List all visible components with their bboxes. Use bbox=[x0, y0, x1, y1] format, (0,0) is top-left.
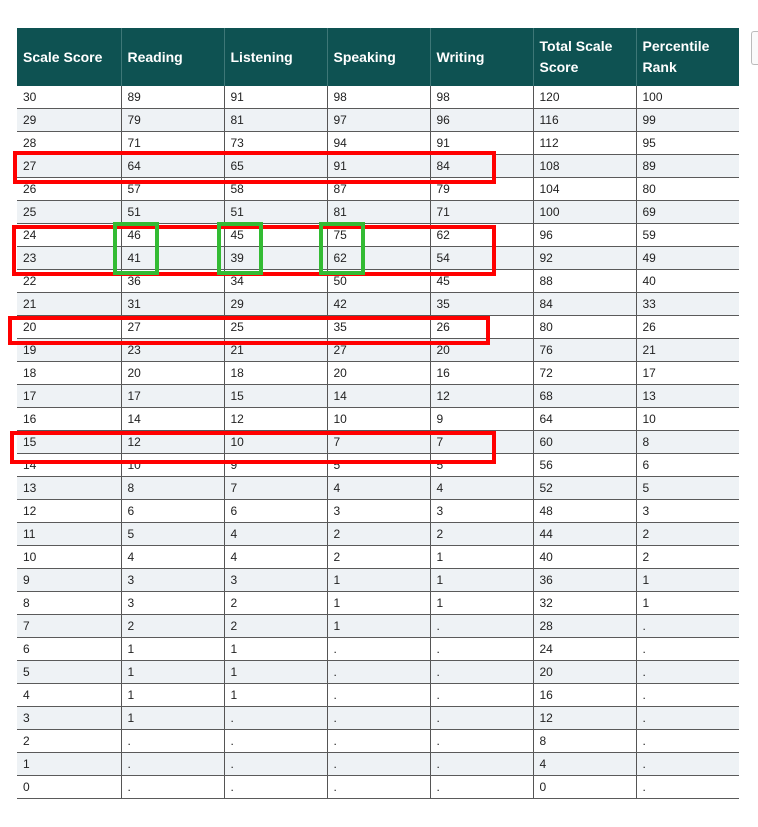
header-percentile-rank: Percentile Rank bbox=[636, 28, 739, 86]
cell-writing: 91 bbox=[430, 132, 533, 155]
table-row bbox=[17, 753, 739, 776]
cell-total-scale-score: 116 bbox=[533, 109, 636, 132]
table-row bbox=[17, 500, 739, 523]
table-row bbox=[17, 224, 739, 247]
cell-reading: 31 bbox=[121, 293, 224, 316]
cell-scale-score: 16 bbox=[17, 408, 121, 431]
cell-total-scale-score: 4 bbox=[533, 753, 636, 776]
table-row bbox=[17, 178, 739, 201]
score-conversion-table bbox=[17, 28, 739, 799]
header-scale-score: Scale Score bbox=[17, 28, 121, 86]
cell-listening: 51 bbox=[224, 201, 327, 224]
cell-reading: 1 bbox=[121, 684, 224, 707]
table-row bbox=[17, 592, 739, 615]
cell-reading: 14 bbox=[121, 408, 224, 431]
cell-percentile-rank: 8 bbox=[636, 431, 739, 454]
table-row bbox=[17, 316, 739, 339]
cell-listening: 34 bbox=[224, 270, 327, 293]
cell-total-scale-score: 60 bbox=[533, 431, 636, 454]
cell-speaking: 10 bbox=[327, 408, 430, 431]
cell-total-scale-score: 76 bbox=[533, 339, 636, 362]
cell-writing: 9 bbox=[430, 408, 533, 431]
cell-percentile-rank: . bbox=[636, 707, 739, 730]
cell-percentile-rank: 89 bbox=[636, 155, 739, 178]
cell-writing: 26 bbox=[430, 316, 533, 339]
cell-listening: 45 bbox=[224, 224, 327, 247]
cell-speaking: 81 bbox=[327, 201, 430, 224]
cell-scale-score: 17 bbox=[17, 385, 121, 408]
cell-reading: 79 bbox=[121, 109, 224, 132]
cell-listening: 25 bbox=[224, 316, 327, 339]
cell-speaking: 1 bbox=[327, 569, 430, 592]
cell-reading: 23 bbox=[121, 339, 224, 362]
cell-total-scale-score: 72 bbox=[533, 362, 636, 385]
cell-total-scale-score: 56 bbox=[533, 454, 636, 477]
cell-speaking: 91 bbox=[327, 155, 430, 178]
cell-percentile-rank: 59 bbox=[636, 224, 739, 247]
cell-scale-score: 1 bbox=[17, 753, 121, 776]
cell-scale-score: 4 bbox=[17, 684, 121, 707]
cell-scale-score: 30 bbox=[17, 86, 121, 109]
cell-reading: 1 bbox=[121, 638, 224, 661]
cell-reading: 1 bbox=[121, 661, 224, 684]
cell-writing: . bbox=[430, 776, 533, 799]
cell-writing: . bbox=[430, 753, 533, 776]
cell-percentile-rank: 80 bbox=[636, 178, 739, 201]
cell-speaking: 14 bbox=[327, 385, 430, 408]
cell-listening: 12 bbox=[224, 408, 327, 431]
cell-listening: 7 bbox=[224, 477, 327, 500]
table-row bbox=[17, 431, 739, 454]
cell-writing: 45 bbox=[430, 270, 533, 293]
cell-scale-score: 27 bbox=[17, 155, 121, 178]
cell-listening: 15 bbox=[224, 385, 327, 408]
table-row bbox=[17, 546, 739, 569]
table-row bbox=[17, 86, 739, 109]
cell-scale-score: 20 bbox=[17, 316, 121, 339]
table-row bbox=[17, 362, 739, 385]
cell-reading: 17 bbox=[121, 385, 224, 408]
cell-percentile-rank: 40 bbox=[636, 270, 739, 293]
cell-listening: 39 bbox=[224, 247, 327, 270]
cell-writing: 35 bbox=[430, 293, 533, 316]
cell-percentile-rank: 95 bbox=[636, 132, 739, 155]
cell-speaking: 2 bbox=[327, 546, 430, 569]
cell-speaking: 35 bbox=[327, 316, 430, 339]
table-row bbox=[17, 454, 739, 477]
cell-percentile-rank: 33 bbox=[636, 293, 739, 316]
cell-speaking: . bbox=[327, 730, 430, 753]
table-row bbox=[17, 293, 739, 316]
cell-writing: 54 bbox=[430, 247, 533, 270]
cell-percentile-rank: 49 bbox=[636, 247, 739, 270]
cell-total-scale-score: 112 bbox=[533, 132, 636, 155]
cell-reading: 71 bbox=[121, 132, 224, 155]
cell-total-scale-score: 96 bbox=[533, 224, 636, 247]
table-row bbox=[17, 247, 739, 270]
cell-reading: 3 bbox=[121, 569, 224, 592]
table-row bbox=[17, 477, 739, 500]
cell-listening: 3 bbox=[224, 569, 327, 592]
cell-scale-score: 28 bbox=[17, 132, 121, 155]
cell-writing: 96 bbox=[430, 109, 533, 132]
cell-scale-score: 24 bbox=[17, 224, 121, 247]
cell-total-scale-score: 64 bbox=[533, 408, 636, 431]
cell-percentile-rank: . bbox=[636, 638, 739, 661]
table-row bbox=[17, 109, 739, 132]
cell-reading: . bbox=[121, 776, 224, 799]
cell-speaking: 94 bbox=[327, 132, 430, 155]
header-reading: Reading bbox=[121, 28, 224, 86]
cell-total-scale-score: 16 bbox=[533, 684, 636, 707]
cell-scale-score: 14 bbox=[17, 454, 121, 477]
cell-scale-score: 11 bbox=[17, 523, 121, 546]
cell-total-scale-score: 100 bbox=[533, 201, 636, 224]
cell-total-scale-score: 80 bbox=[533, 316, 636, 339]
cell-percentile-rank: 13 bbox=[636, 385, 739, 408]
cell-reading: 3 bbox=[121, 592, 224, 615]
cell-listening: 10 bbox=[224, 431, 327, 454]
cell-total-scale-score: 12 bbox=[533, 707, 636, 730]
cell-listening: . bbox=[224, 730, 327, 753]
cell-scale-score: 6 bbox=[17, 638, 121, 661]
cell-listening: 91 bbox=[224, 86, 327, 109]
table-row bbox=[17, 155, 739, 178]
cell-writing: . bbox=[430, 615, 533, 638]
cell-percentile-rank: . bbox=[636, 615, 739, 638]
cell-total-scale-score: 104 bbox=[533, 178, 636, 201]
table-row bbox=[17, 638, 739, 661]
table-row bbox=[17, 385, 739, 408]
cell-total-scale-score: 40 bbox=[533, 546, 636, 569]
cell-reading: 41 bbox=[121, 247, 224, 270]
cell-writing: . bbox=[430, 684, 533, 707]
cell-total-scale-score: 0 bbox=[533, 776, 636, 799]
table-row bbox=[17, 523, 739, 546]
cell-scale-score: 21 bbox=[17, 293, 121, 316]
cell-listening: 29 bbox=[224, 293, 327, 316]
cell-listening: 58 bbox=[224, 178, 327, 201]
cell-listening: 4 bbox=[224, 546, 327, 569]
cell-total-scale-score: 8 bbox=[533, 730, 636, 753]
cell-reading: 5 bbox=[121, 523, 224, 546]
cell-total-scale-score: 84 bbox=[533, 293, 636, 316]
cell-total-scale-score: 44 bbox=[533, 523, 636, 546]
table-row bbox=[17, 730, 739, 753]
cell-speaking: 3 bbox=[327, 500, 430, 523]
cell-total-scale-score: 88 bbox=[533, 270, 636, 293]
cell-speaking: . bbox=[327, 707, 430, 730]
table-row bbox=[17, 132, 739, 155]
cell-reading: . bbox=[121, 730, 224, 753]
cell-listening: 73 bbox=[224, 132, 327, 155]
header-speaking: Speaking bbox=[327, 28, 430, 86]
cell-writing: 1 bbox=[430, 546, 533, 569]
cell-scale-score: 13 bbox=[17, 477, 121, 500]
cell-total-scale-score: 20 bbox=[533, 661, 636, 684]
cell-percentile-rank: 3 bbox=[636, 500, 739, 523]
cell-reading: 6 bbox=[121, 500, 224, 523]
cell-reading: 4 bbox=[121, 546, 224, 569]
cell-percentile-rank: 21 bbox=[636, 339, 739, 362]
cell-percentile-rank: 2 bbox=[636, 523, 739, 546]
cell-speaking: 1 bbox=[327, 592, 430, 615]
cell-reading: 2 bbox=[121, 615, 224, 638]
cell-writing: 2 bbox=[430, 523, 533, 546]
cell-reading: 8 bbox=[121, 477, 224, 500]
cell-scale-score: 0 bbox=[17, 776, 121, 799]
cell-total-scale-score: 120 bbox=[533, 86, 636, 109]
cell-speaking: 4 bbox=[327, 477, 430, 500]
cell-listening: 9 bbox=[224, 454, 327, 477]
cell-writing: 20 bbox=[430, 339, 533, 362]
cell-total-scale-score: 28 bbox=[533, 615, 636, 638]
cell-writing: 98 bbox=[430, 86, 533, 109]
cell-speaking: 75 bbox=[327, 224, 430, 247]
table-row bbox=[17, 776, 739, 799]
cell-speaking: 87 bbox=[327, 178, 430, 201]
cell-reading: . bbox=[121, 753, 224, 776]
cell-writing: 1 bbox=[430, 569, 533, 592]
cell-percentile-rank: 99 bbox=[636, 109, 739, 132]
header-listening: Listening bbox=[224, 28, 327, 86]
cell-speaking: . bbox=[327, 638, 430, 661]
cell-speaking: 27 bbox=[327, 339, 430, 362]
header-total-scale-score: Total Scale Score bbox=[533, 28, 636, 86]
cell-total-scale-score: 52 bbox=[533, 477, 636, 500]
cell-percentile-rank: . bbox=[636, 661, 739, 684]
cell-percentile-rank: 1 bbox=[636, 569, 739, 592]
cell-total-scale-score: 92 bbox=[533, 247, 636, 270]
cell-speaking: 2 bbox=[327, 523, 430, 546]
cell-speaking: 1 bbox=[327, 615, 430, 638]
cell-scale-score: 22 bbox=[17, 270, 121, 293]
cell-listening: 2 bbox=[224, 615, 327, 638]
cell-speaking: 50 bbox=[327, 270, 430, 293]
cell-scale-score: 15 bbox=[17, 431, 121, 454]
cell-percentile-rank: 69 bbox=[636, 201, 739, 224]
cell-scale-score: 8 bbox=[17, 592, 121, 615]
cell-reading: 57 bbox=[121, 178, 224, 201]
edge-tab bbox=[751, 31, 758, 65]
cell-writing: 16 bbox=[430, 362, 533, 385]
cell-percentile-rank: 100 bbox=[636, 86, 739, 109]
table-row bbox=[17, 707, 739, 730]
cell-speaking: 62 bbox=[327, 247, 430, 270]
cell-speaking: . bbox=[327, 661, 430, 684]
cell-listening: . bbox=[224, 707, 327, 730]
cell-reading: 89 bbox=[121, 86, 224, 109]
table-row bbox=[17, 684, 739, 707]
cell-writing: 62 bbox=[430, 224, 533, 247]
cell-reading: 1 bbox=[121, 707, 224, 730]
cell-writing: 3 bbox=[430, 500, 533, 523]
cell-scale-score: 25 bbox=[17, 201, 121, 224]
cell-listening: 81 bbox=[224, 109, 327, 132]
cell-scale-score: 19 bbox=[17, 339, 121, 362]
cell-total-scale-score: 48 bbox=[533, 500, 636, 523]
cell-speaking: . bbox=[327, 753, 430, 776]
cell-speaking: 97 bbox=[327, 109, 430, 132]
cell-speaking: 42 bbox=[327, 293, 430, 316]
cell-speaking: 98 bbox=[327, 86, 430, 109]
header-row bbox=[17, 28, 739, 86]
cell-reading: 36 bbox=[121, 270, 224, 293]
cell-reading: 10 bbox=[121, 454, 224, 477]
cell-reading: 20 bbox=[121, 362, 224, 385]
cell-scale-score: 10 bbox=[17, 546, 121, 569]
cell-scale-score: 7 bbox=[17, 615, 121, 638]
cell-reading: 46 bbox=[121, 224, 224, 247]
table-row bbox=[17, 201, 739, 224]
table-row bbox=[17, 661, 739, 684]
cell-speaking: . bbox=[327, 776, 430, 799]
cell-total-scale-score: 108 bbox=[533, 155, 636, 178]
cell-percentile-rank: 2 bbox=[636, 546, 739, 569]
cell-speaking: 5 bbox=[327, 454, 430, 477]
cell-percentile-rank: . bbox=[636, 730, 739, 753]
table-row bbox=[17, 270, 739, 293]
cell-reading: 12 bbox=[121, 431, 224, 454]
table-row bbox=[17, 569, 739, 592]
cell-percentile-rank: 10 bbox=[636, 408, 739, 431]
cell-listening: 18 bbox=[224, 362, 327, 385]
cell-writing: 12 bbox=[430, 385, 533, 408]
cell-writing: . bbox=[430, 707, 533, 730]
cell-writing: 79 bbox=[430, 178, 533, 201]
cell-reading: 51 bbox=[121, 201, 224, 224]
cell-total-scale-score: 32 bbox=[533, 592, 636, 615]
cell-percentile-rank: . bbox=[636, 753, 739, 776]
cell-total-scale-score: 24 bbox=[533, 638, 636, 661]
cell-writing: 7 bbox=[430, 431, 533, 454]
cell-reading: 27 bbox=[121, 316, 224, 339]
cell-percentile-rank: 17 bbox=[636, 362, 739, 385]
cell-scale-score: 12 bbox=[17, 500, 121, 523]
cell-listening: . bbox=[224, 753, 327, 776]
cell-listening: 1 bbox=[224, 684, 327, 707]
cell-scale-score: 26 bbox=[17, 178, 121, 201]
cell-total-scale-score: 68 bbox=[533, 385, 636, 408]
cell-writing: . bbox=[430, 638, 533, 661]
table-row bbox=[17, 615, 739, 638]
cell-writing: 1 bbox=[430, 592, 533, 615]
header-writing: Writing bbox=[430, 28, 533, 86]
cell-writing: 5 bbox=[430, 454, 533, 477]
table-row bbox=[17, 339, 739, 362]
cell-listening: 2 bbox=[224, 592, 327, 615]
cell-listening: 65 bbox=[224, 155, 327, 178]
cell-listening: 4 bbox=[224, 523, 327, 546]
cell-percentile-rank: . bbox=[636, 776, 739, 799]
cell-writing: 84 bbox=[430, 155, 533, 178]
cell-scale-score: 23 bbox=[17, 247, 121, 270]
cell-speaking: 7 bbox=[327, 431, 430, 454]
cell-speaking: 20 bbox=[327, 362, 430, 385]
table-body bbox=[17, 86, 739, 799]
cell-listening: 6 bbox=[224, 500, 327, 523]
cell-scale-score: 3 bbox=[17, 707, 121, 730]
cell-total-scale-score: 36 bbox=[533, 569, 636, 592]
cell-scale-score: 18 bbox=[17, 362, 121, 385]
cell-percentile-rank: 6 bbox=[636, 454, 739, 477]
cell-writing: . bbox=[430, 661, 533, 684]
cell-scale-score: 2 bbox=[17, 730, 121, 753]
table-row bbox=[17, 408, 739, 431]
cell-scale-score: 5 bbox=[17, 661, 121, 684]
cell-writing: 4 bbox=[430, 477, 533, 500]
cell-writing: 71 bbox=[430, 201, 533, 224]
cell-scale-score: 9 bbox=[17, 569, 121, 592]
cell-listening: 1 bbox=[224, 661, 327, 684]
cell-percentile-rank: 26 bbox=[636, 316, 739, 339]
cell-percentile-rank: . bbox=[636, 684, 739, 707]
cell-writing: . bbox=[430, 730, 533, 753]
cell-percentile-rank: 5 bbox=[636, 477, 739, 500]
cell-listening: 21 bbox=[224, 339, 327, 362]
cell-listening: . bbox=[224, 776, 327, 799]
cell-scale-score: 29 bbox=[17, 109, 121, 132]
cell-speaking: . bbox=[327, 684, 430, 707]
cell-reading: 64 bbox=[121, 155, 224, 178]
cell-listening: 1 bbox=[224, 638, 327, 661]
cell-percentile-rank: 1 bbox=[636, 592, 739, 615]
